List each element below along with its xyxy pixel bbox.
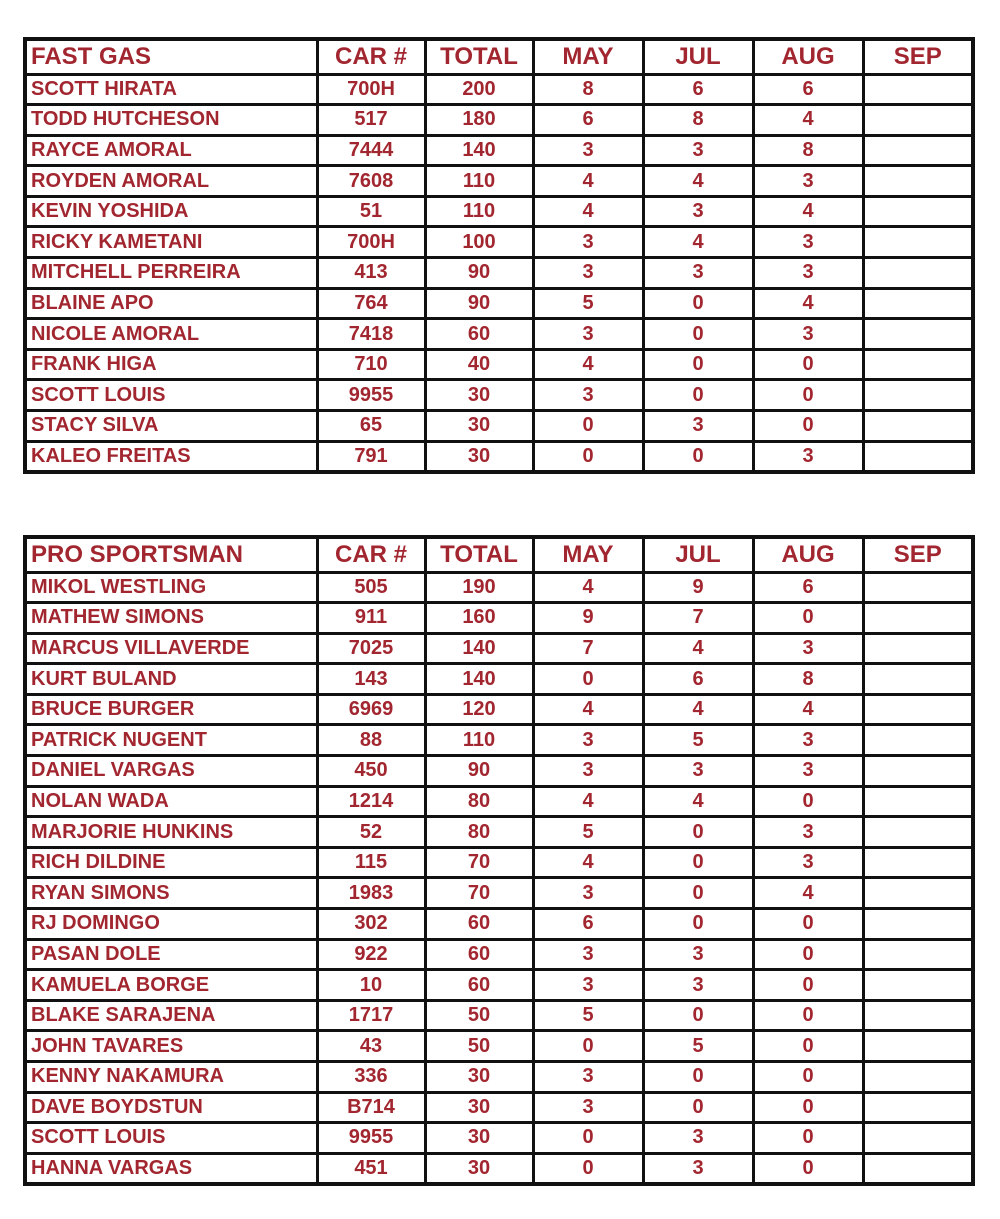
may-cell: 0 xyxy=(533,441,643,472)
aug-cell: 4 xyxy=(753,288,863,319)
header-row xyxy=(25,537,973,572)
jul-cell: 3 xyxy=(643,939,753,970)
sep-cell xyxy=(863,633,973,664)
aug-cell: 8 xyxy=(753,135,863,166)
driver-name-cell: ROYDEN AMORAL xyxy=(25,166,317,197)
total-cell: 180 xyxy=(425,105,533,136)
car-number-cell: 65 xyxy=(317,411,425,442)
jul-cell: 4 xyxy=(643,694,753,725)
aug-cell: 0 xyxy=(753,603,863,634)
aug-cell: 4 xyxy=(753,196,863,227)
total-cell: 140 xyxy=(425,664,533,695)
sep-cell xyxy=(863,319,973,350)
total-cell: 100 xyxy=(425,227,533,258)
car-number-cell: 764 xyxy=(317,288,425,319)
sep-cell xyxy=(863,135,973,166)
jul-cell: 0 xyxy=(643,1000,753,1031)
aug-cell: 8 xyxy=(753,664,863,695)
column-header-aug: AUG xyxy=(753,39,863,74)
driver-name-cell: KURT BULAND xyxy=(25,664,317,695)
sep-cell xyxy=(863,1153,973,1184)
total-cell: 30 xyxy=(425,1092,533,1123)
aug-cell: 0 xyxy=(753,909,863,940)
total-cell: 60 xyxy=(425,319,533,350)
driver-name-cell: PASAN DOLE xyxy=(25,939,317,970)
sep-cell xyxy=(863,441,973,472)
fast-gas-standings-table xyxy=(23,37,975,474)
sep-cell xyxy=(863,1123,973,1154)
car-number-cell: 7608 xyxy=(317,166,425,197)
sep-cell xyxy=(863,196,973,227)
may-cell: 0 xyxy=(533,1031,643,1062)
car-number-cell: 9955 xyxy=(317,380,425,411)
table-row xyxy=(25,909,973,940)
column-header-total: TOTAL xyxy=(425,537,533,572)
table-row xyxy=(25,227,973,258)
total-cell: 140 xyxy=(425,633,533,664)
aug-cell: 3 xyxy=(753,258,863,289)
driver-name-cell: KAMUELA BORGE xyxy=(25,970,317,1001)
sep-cell xyxy=(863,288,973,319)
table-header xyxy=(25,537,973,572)
jul-cell: 3 xyxy=(643,970,753,1001)
car-number-cell: 51 xyxy=(317,196,425,227)
car-number-cell: 1983 xyxy=(317,878,425,909)
car-number-cell: 52 xyxy=(317,817,425,848)
driver-name-cell: DANIEL VARGAS xyxy=(25,756,317,787)
total-cell: 60 xyxy=(425,909,533,940)
car-number-cell: 7025 xyxy=(317,633,425,664)
driver-name-cell: NOLAN WADA xyxy=(25,786,317,817)
column-header-car-number: CAR # xyxy=(317,537,425,572)
may-cell: 6 xyxy=(533,105,643,136)
sep-cell xyxy=(863,258,973,289)
header-row xyxy=(25,39,973,74)
aug-cell: 6 xyxy=(753,572,863,603)
table-row xyxy=(25,196,973,227)
total-cell: 30 xyxy=(425,380,533,411)
sep-cell xyxy=(863,74,973,105)
table-row xyxy=(25,319,973,350)
jul-cell: 0 xyxy=(643,288,753,319)
may-cell: 9 xyxy=(533,603,643,634)
aug-cell: 0 xyxy=(753,380,863,411)
table-row xyxy=(25,847,973,878)
car-number-cell: 710 xyxy=(317,349,425,380)
may-cell: 3 xyxy=(533,1092,643,1123)
total-cell: 30 xyxy=(425,1123,533,1154)
jul-cell: 3 xyxy=(643,1153,753,1184)
jul-cell: 3 xyxy=(643,196,753,227)
car-number-cell: 9955 xyxy=(317,1123,425,1154)
aug-cell: 0 xyxy=(753,1000,863,1031)
aug-cell: 0 xyxy=(753,349,863,380)
jul-cell: 4 xyxy=(643,227,753,258)
driver-name-cell: DAVE BOYDSTUN xyxy=(25,1092,317,1123)
car-number-cell: 43 xyxy=(317,1031,425,1062)
table-row xyxy=(25,1123,973,1154)
sep-cell xyxy=(863,603,973,634)
table-row xyxy=(25,1031,973,1062)
driver-name-cell: MARJORIE HUNKINS xyxy=(25,817,317,848)
aug-cell: 3 xyxy=(753,227,863,258)
car-number-cell: 302 xyxy=(317,909,425,940)
driver-name-cell: RJ DOMINGO xyxy=(25,909,317,940)
table-row xyxy=(25,786,973,817)
may-cell: 3 xyxy=(533,725,643,756)
sep-cell xyxy=(863,1062,973,1093)
may-cell: 0 xyxy=(533,1153,643,1184)
jul-cell: 0 xyxy=(643,847,753,878)
driver-name-cell: HANNA VARGAS xyxy=(25,1153,317,1184)
driver-name-cell: RYAN SIMONS xyxy=(25,878,317,909)
car-number-cell: 791 xyxy=(317,441,425,472)
column-header-aug: AUG xyxy=(753,537,863,572)
driver-name-cell: JOHN TAVARES xyxy=(25,1031,317,1062)
pro-sportsman-standings-table xyxy=(23,535,975,1186)
total-cell: 50 xyxy=(425,1000,533,1031)
jul-cell: 3 xyxy=(643,1123,753,1154)
total-cell: 110 xyxy=(425,725,533,756)
table-row xyxy=(25,74,973,105)
aug-cell: 3 xyxy=(753,166,863,197)
car-number-cell: 700H xyxy=(317,74,425,105)
aug-cell: 4 xyxy=(753,694,863,725)
car-number-cell: 505 xyxy=(317,572,425,603)
driver-name-cell: SCOTT HIRATA xyxy=(25,74,317,105)
may-cell: 0 xyxy=(533,411,643,442)
driver-name-cell: TODD HUTCHESON xyxy=(25,105,317,136)
column-header-total: TOTAL xyxy=(425,39,533,74)
aug-cell: 3 xyxy=(753,756,863,787)
may-cell: 6 xyxy=(533,909,643,940)
total-cell: 60 xyxy=(425,939,533,970)
aug-cell: 3 xyxy=(753,725,863,756)
total-cell: 30 xyxy=(425,1153,533,1184)
total-cell: 140 xyxy=(425,135,533,166)
may-cell: 7 xyxy=(533,633,643,664)
aug-cell: 4 xyxy=(753,878,863,909)
table-row xyxy=(25,1092,973,1123)
driver-name-cell: MARCUS VILLAVERDE xyxy=(25,633,317,664)
sep-cell xyxy=(863,970,973,1001)
sep-cell xyxy=(863,1092,973,1123)
may-cell: 4 xyxy=(533,694,643,725)
car-number-cell: 1717 xyxy=(317,1000,425,1031)
car-number-cell: 115 xyxy=(317,847,425,878)
aug-cell: 0 xyxy=(753,786,863,817)
may-cell: 3 xyxy=(533,1062,643,1093)
table-row xyxy=(25,572,973,603)
table-row xyxy=(25,939,973,970)
driver-name-cell: RAYCE AMORAL xyxy=(25,135,317,166)
jul-cell: 0 xyxy=(643,878,753,909)
car-number-cell: 1214 xyxy=(317,786,425,817)
car-number-cell: 6969 xyxy=(317,694,425,725)
jul-cell: 6 xyxy=(643,74,753,105)
total-cell: 90 xyxy=(425,288,533,319)
aug-cell: 0 xyxy=(753,1031,863,1062)
aug-cell: 0 xyxy=(753,1123,863,1154)
table-row xyxy=(25,105,973,136)
table-row xyxy=(25,970,973,1001)
jul-cell: 0 xyxy=(643,1092,753,1123)
table-row xyxy=(25,664,973,695)
sep-cell xyxy=(863,939,973,970)
may-cell: 8 xyxy=(533,74,643,105)
jul-cell: 0 xyxy=(643,1062,753,1093)
driver-name-cell: SCOTT LOUIS xyxy=(25,1123,317,1154)
column-header-jul: JUL xyxy=(643,39,753,74)
total-cell: 70 xyxy=(425,847,533,878)
car-number-cell: 451 xyxy=(317,1153,425,1184)
column-header-jul: JUL xyxy=(643,537,753,572)
jul-cell: 6 xyxy=(643,664,753,695)
column-header-may: MAY xyxy=(533,39,643,74)
may-cell: 3 xyxy=(533,135,643,166)
jul-cell: 0 xyxy=(643,380,753,411)
may-cell: 3 xyxy=(533,970,643,1001)
table-body xyxy=(25,74,973,472)
sep-cell xyxy=(863,786,973,817)
aug-cell: 3 xyxy=(753,319,863,350)
car-number-cell: 517 xyxy=(317,105,425,136)
driver-name-cell: BRUCE BURGER xyxy=(25,694,317,725)
total-cell: 50 xyxy=(425,1031,533,1062)
driver-name-cell: BLAINE APO xyxy=(25,288,317,319)
total-cell: 120 xyxy=(425,694,533,725)
table-row xyxy=(25,258,973,289)
total-cell: 30 xyxy=(425,1062,533,1093)
may-cell: 3 xyxy=(533,756,643,787)
aug-cell: 0 xyxy=(753,411,863,442)
table-row xyxy=(25,817,973,848)
table-body xyxy=(25,572,973,1184)
total-cell: 70 xyxy=(425,878,533,909)
jul-cell: 3 xyxy=(643,135,753,166)
car-number-cell: 450 xyxy=(317,756,425,787)
car-number-cell: B714 xyxy=(317,1092,425,1123)
jul-cell: 3 xyxy=(643,258,753,289)
table-row xyxy=(25,633,973,664)
aug-cell: 4 xyxy=(753,105,863,136)
table-row xyxy=(25,441,973,472)
may-cell: 3 xyxy=(533,227,643,258)
total-cell: 90 xyxy=(425,258,533,289)
sep-cell xyxy=(863,349,973,380)
driver-name-cell: SCOTT LOUIS xyxy=(25,380,317,411)
total-cell: 30 xyxy=(425,411,533,442)
may-cell: 4 xyxy=(533,349,643,380)
jul-cell: 0 xyxy=(643,441,753,472)
driver-name-cell: NICOLE AMORAL xyxy=(25,319,317,350)
table-header xyxy=(25,39,973,74)
driver-name-cell: MATHEW SIMONS xyxy=(25,603,317,634)
table-row xyxy=(25,166,973,197)
driver-name-cell: MITCHELL PERREIRA xyxy=(25,258,317,289)
sep-cell xyxy=(863,725,973,756)
total-cell: 110 xyxy=(425,196,533,227)
table-row xyxy=(25,1153,973,1184)
car-number-cell: 7444 xyxy=(317,135,425,166)
sep-cell xyxy=(863,664,973,695)
may-cell: 3 xyxy=(533,258,643,289)
column-header-class-name: PRO SPORTSMAN xyxy=(25,537,317,572)
table-row xyxy=(25,411,973,442)
driver-name-cell: FRANK HIGA xyxy=(25,349,317,380)
sep-cell xyxy=(863,847,973,878)
driver-name-cell: RICKY KAMETANI xyxy=(25,227,317,258)
aug-cell: 3 xyxy=(753,633,863,664)
sep-cell xyxy=(863,166,973,197)
may-cell: 4 xyxy=(533,196,643,227)
may-cell: 3 xyxy=(533,380,643,411)
may-cell: 4 xyxy=(533,572,643,603)
aug-cell: 3 xyxy=(753,847,863,878)
car-number-cell: 911 xyxy=(317,603,425,634)
sep-cell xyxy=(863,411,973,442)
may-cell: 3 xyxy=(533,939,643,970)
may-cell: 0 xyxy=(533,664,643,695)
aug-cell: 0 xyxy=(753,1062,863,1093)
total-cell: 200 xyxy=(425,74,533,105)
aug-cell: 0 xyxy=(753,970,863,1001)
table-row xyxy=(25,1000,973,1031)
driver-name-cell: KENNY NAKAMURA xyxy=(25,1062,317,1093)
sep-cell xyxy=(863,1031,973,1062)
sep-cell xyxy=(863,817,973,848)
driver-name-cell: STACY SILVA xyxy=(25,411,317,442)
total-cell: 30 xyxy=(425,441,533,472)
sep-cell xyxy=(863,1000,973,1031)
column-header-car-number: CAR # xyxy=(317,39,425,74)
jul-cell: 4 xyxy=(643,166,753,197)
car-number-cell: 88 xyxy=(317,725,425,756)
driver-name-cell: KALEO FREITAS xyxy=(25,441,317,472)
total-cell: 160 xyxy=(425,603,533,634)
sep-cell xyxy=(863,909,973,940)
table-row xyxy=(25,756,973,787)
sep-cell xyxy=(863,227,973,258)
sep-cell xyxy=(863,105,973,136)
driver-name-cell: PATRICK NUGENT xyxy=(25,725,317,756)
table-row xyxy=(25,135,973,166)
total-cell: 40 xyxy=(425,349,533,380)
driver-name-cell: KEVIN YOSHIDA xyxy=(25,196,317,227)
may-cell: 0 xyxy=(533,1123,643,1154)
table-row xyxy=(25,288,973,319)
driver-name-cell: BLAKE SARAJENA xyxy=(25,1000,317,1031)
may-cell: 4 xyxy=(533,786,643,817)
aug-cell: 3 xyxy=(753,817,863,848)
table-row xyxy=(25,349,973,380)
car-number-cell: 10 xyxy=(317,970,425,1001)
sep-cell xyxy=(863,572,973,603)
jul-cell: 0 xyxy=(643,319,753,350)
table-row xyxy=(25,380,973,411)
jul-cell: 8 xyxy=(643,105,753,136)
may-cell: 5 xyxy=(533,817,643,848)
jul-cell: 3 xyxy=(643,411,753,442)
jul-cell: 0 xyxy=(643,817,753,848)
total-cell: 60 xyxy=(425,970,533,1001)
total-cell: 90 xyxy=(425,756,533,787)
sep-cell xyxy=(863,694,973,725)
may-cell: 3 xyxy=(533,319,643,350)
total-cell: 80 xyxy=(425,817,533,848)
sep-cell xyxy=(863,756,973,787)
column-header-may: MAY xyxy=(533,537,643,572)
table-row xyxy=(25,694,973,725)
sep-cell xyxy=(863,878,973,909)
car-number-cell: 413 xyxy=(317,258,425,289)
total-cell: 80 xyxy=(425,786,533,817)
jul-cell: 5 xyxy=(643,725,753,756)
jul-cell: 5 xyxy=(643,1031,753,1062)
total-cell: 110 xyxy=(425,166,533,197)
table-row xyxy=(25,878,973,909)
aug-cell: 0 xyxy=(753,1153,863,1184)
car-number-cell: 7418 xyxy=(317,319,425,350)
table-row xyxy=(25,725,973,756)
jul-cell: 4 xyxy=(643,633,753,664)
aug-cell: 3 xyxy=(753,441,863,472)
jul-cell: 9 xyxy=(643,572,753,603)
may-cell: 5 xyxy=(533,1000,643,1031)
car-number-cell: 336 xyxy=(317,1062,425,1093)
aug-cell: 6 xyxy=(753,74,863,105)
jul-cell: 0 xyxy=(643,909,753,940)
may-cell: 4 xyxy=(533,847,643,878)
car-number-cell: 922 xyxy=(317,939,425,970)
jul-cell: 0 xyxy=(643,349,753,380)
table-row xyxy=(25,1062,973,1093)
car-number-cell: 143 xyxy=(317,664,425,695)
may-cell: 3 xyxy=(533,878,643,909)
driver-name-cell: MIKOL WESTLING xyxy=(25,572,317,603)
column-header-sep: SEP xyxy=(863,537,973,572)
jul-cell: 7 xyxy=(643,603,753,634)
jul-cell: 3 xyxy=(643,756,753,787)
aug-cell: 0 xyxy=(753,1092,863,1123)
column-header-class-name: FAST GAS xyxy=(25,39,317,74)
may-cell: 5 xyxy=(533,288,643,319)
column-header-sep: SEP xyxy=(863,39,973,74)
sep-cell xyxy=(863,380,973,411)
table-row xyxy=(25,603,973,634)
driver-name-cell: RICH DILDINE xyxy=(25,847,317,878)
car-number-cell: 700H xyxy=(317,227,425,258)
aug-cell: 0 xyxy=(753,939,863,970)
jul-cell: 4 xyxy=(643,786,753,817)
total-cell: 190 xyxy=(425,572,533,603)
may-cell: 4 xyxy=(533,166,643,197)
